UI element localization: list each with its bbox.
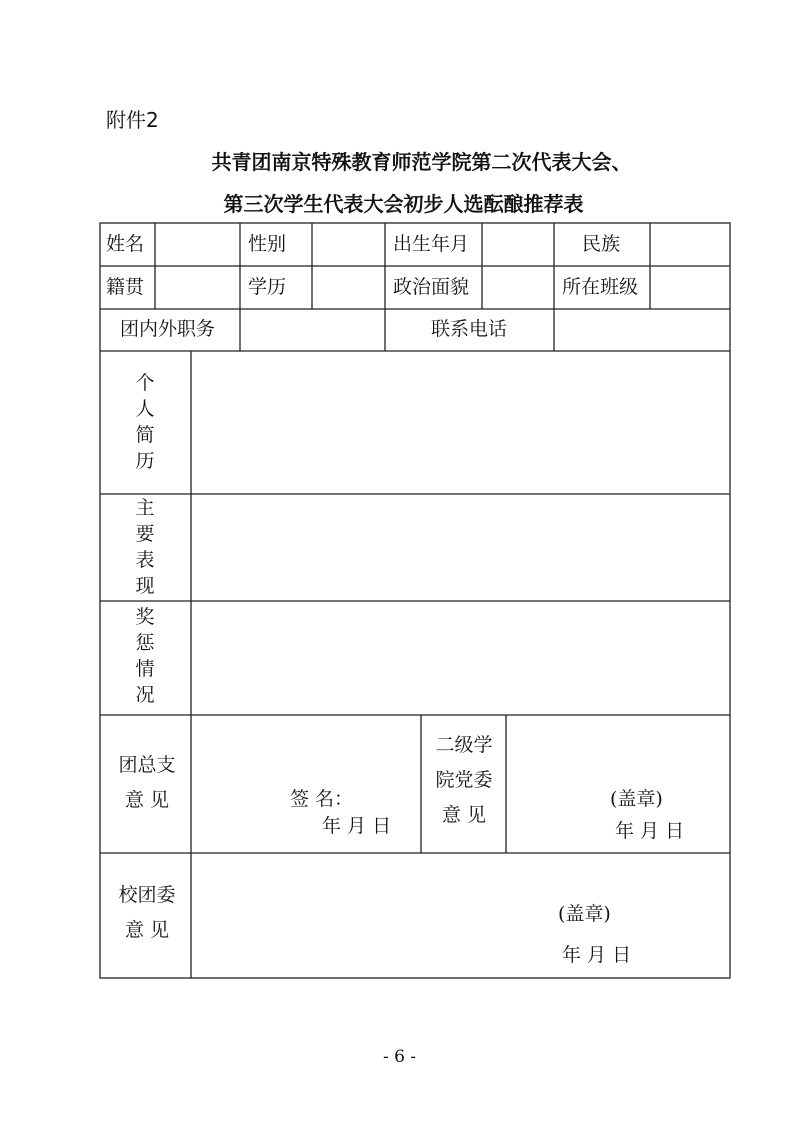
school-opinion-label: 校团委 意 见 <box>118 884 176 941</box>
school-date: 年 月 日 <box>562 944 632 966</box>
awards-label: 奖 惩 情 况 <box>135 606 155 706</box>
political-status-label: 政治面貌 <box>393 276 470 298</box>
resume-label: 个 人 简 历 <box>135 372 155 472</box>
form-title-line2: 第三次学生代表大会初步人选酝酿推荐表 <box>223 192 584 216</box>
branch-sign-line: 签 名： <box>290 788 354 810</box>
class-label: 所在班级 <box>562 276 639 298</box>
positions-label: 团内外职务 <box>120 318 216 340</box>
college-seal: (盖章) <box>610 788 663 810</box>
attachment-label: 附件2 <box>106 108 159 132</box>
college-date: 年 月 日 <box>615 820 685 842</box>
gender-label: 性别 <box>248 233 287 255</box>
form-title-line1: 共青团南京特殊教育师范学院第二次代表大会、 <box>211 150 632 174</box>
education-label: 学历 <box>248 276 287 298</box>
branch-opinion-label: 团总支 意 见 <box>118 754 176 811</box>
phone-label: 联系电话 <box>431 318 508 340</box>
birth-date-label: 出生年月 <box>393 233 470 255</box>
performance-label: 主 要 表 现 <box>135 497 155 597</box>
native-place-label: 籍贯 <box>106 276 145 298</box>
school-seal: (盖章) <box>558 903 611 925</box>
ethnicity-label: 民族 <box>582 233 621 255</box>
branch-date: 年 月 日 <box>322 815 392 837</box>
page-number: - 6 - <box>382 1047 417 1067</box>
name-label: 姓名 <box>106 233 145 255</box>
college-opinion-label: 二级学 院党委 意 见 <box>435 734 493 826</box>
